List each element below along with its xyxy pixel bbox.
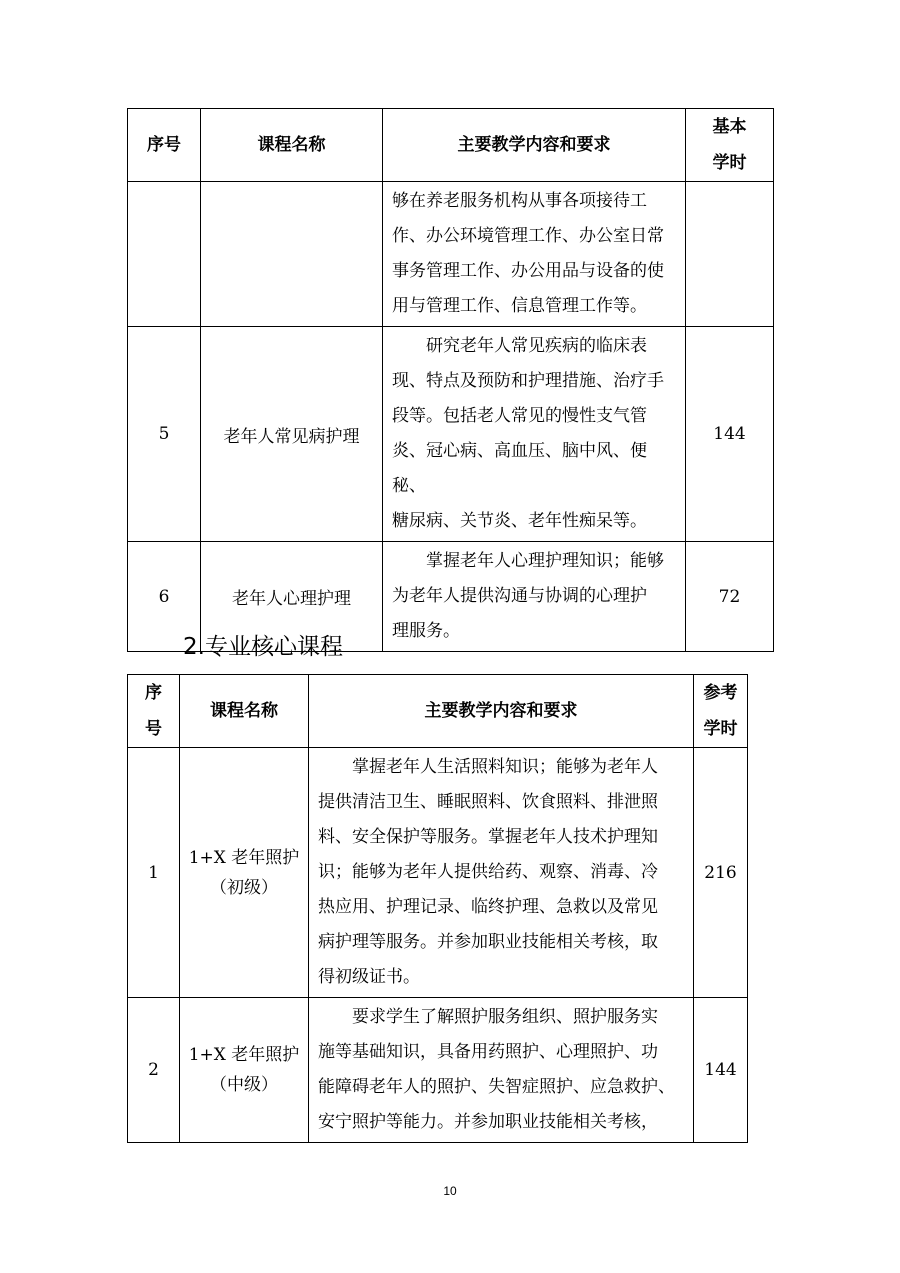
course-name-line1: 1+X 老年照护 (188, 1045, 300, 1065)
content-line: 现、特点及预防和护理措施、治疗手 (392, 371, 664, 391)
row-hours: 144 (694, 998, 748, 1143)
table-row (128, 182, 774, 327)
row-content (383, 542, 686, 652)
header-course-name: 课程名称 (180, 675, 309, 748)
header-hours-line2: 学时 (703, 719, 738, 739)
header-hours-line1: 参考 (703, 683, 738, 703)
row-content (309, 998, 694, 1143)
content-line: 用与管理工作、信息管理工作等。 (392, 296, 647, 316)
row-course-name (180, 998, 309, 1143)
content-line: 病护理等服务。并参加职业技能相关考核，取 (318, 932, 658, 952)
table-header-row (128, 675, 748, 748)
header-hours (694, 675, 748, 748)
row-hours: 216 (694, 748, 748, 998)
content-line: 安宁照护等能力。并参加职业技能相关考核， (318, 1112, 658, 1132)
basic-courses-table (127, 108, 774, 652)
row-hours (686, 182, 774, 327)
header-hours (686, 109, 774, 182)
row-hours: 72 (686, 542, 774, 652)
content-line: 得初级证书。 (318, 967, 420, 987)
content-line: 作、办公环境管理工作、办公室日常 (392, 226, 664, 246)
course-name-line1: 1+X 老年照护 (188, 847, 300, 868)
row-course-name: 老年人常见病护理 (201, 327, 383, 542)
content-line: 识；能够为老年人提供给药、观察、消毒、冷 (318, 862, 658, 882)
row-hours: 144 (686, 327, 774, 542)
header-hours-line1: 基本 (712, 117, 747, 137)
row-no: 2 (128, 998, 180, 1143)
header-course-name: 课程名称 (201, 109, 383, 182)
content-line: 施等基础知识，具备用药照护、心理照护、功 (318, 1042, 658, 1062)
content-line: 掌握老年人生活照料知识；能够为老年人 (352, 757, 658, 777)
row-no (128, 182, 201, 327)
content-line: 能障碍老年人的照护、失智症照护、应急救护、 (318, 1077, 675, 1097)
section-heading: 2.专业核心课程 (183, 634, 343, 660)
content-line: 糖尿病、关节炎、老年性痴呆等。 (392, 511, 647, 531)
course-name-line2: （初级） (210, 877, 278, 898)
header-no-line2: 号 (145, 719, 162, 739)
table-row (128, 327, 774, 542)
content-line: 段等。包括老人常见的慢性支气管 (392, 406, 647, 426)
row-course-name (180, 748, 309, 998)
row-no: 1 (128, 748, 180, 998)
content-line: 要求学生了解照护服务组织、照护服务实 (352, 1007, 658, 1027)
content-line: 料、安全保护等服务。掌握老年人技术护理知 (318, 827, 658, 847)
row-course-name (201, 182, 383, 327)
table-row (128, 998, 748, 1143)
row-content (383, 182, 686, 327)
row-no: 6 (128, 542, 201, 652)
header-no-line1: 序 (145, 683, 162, 703)
content-line: 为老年人提供沟通与协调的心理护 (392, 586, 647, 606)
content-line: 研究老年人常见疾病的临床表 (426, 336, 647, 356)
row-course-name: 老年人心理护理 (201, 542, 383, 652)
content-line: 事务管理工作、办公用品与设备的使 (392, 261, 664, 281)
header-no (128, 675, 180, 748)
header-content: 主要教学内容和要求 (309, 675, 694, 748)
content-line: 够在养老服务机构从事各项接待工 (392, 191, 647, 211)
row-no: 5 (128, 327, 201, 542)
content-line: 炎、冠心病、高血压、脑中风、便秘、 (392, 441, 647, 496)
content-line: 理服务。 (392, 621, 460, 641)
table-row (128, 748, 748, 998)
content-line: 热应用、护理记录、临终护理、急救以及常见 (318, 897, 658, 917)
table-header-row (128, 109, 774, 182)
header-hours-line2: 学时 (712, 153, 747, 173)
course-name-line2: （中级） (210, 1075, 278, 1095)
content-line: 提供清洁卫生、睡眠照料、饮食照料、排泄照 (318, 792, 658, 812)
content-line: 掌握老年人心理护理知识；能够 (426, 551, 664, 571)
row-content (309, 748, 694, 998)
page-number: 10 (443, 1184, 457, 1198)
row-content (383, 327, 686, 542)
core-courses-table (127, 674, 748, 1143)
header-content: 主要教学内容和要求 (383, 109, 686, 182)
header-no: 序号 (128, 109, 201, 182)
